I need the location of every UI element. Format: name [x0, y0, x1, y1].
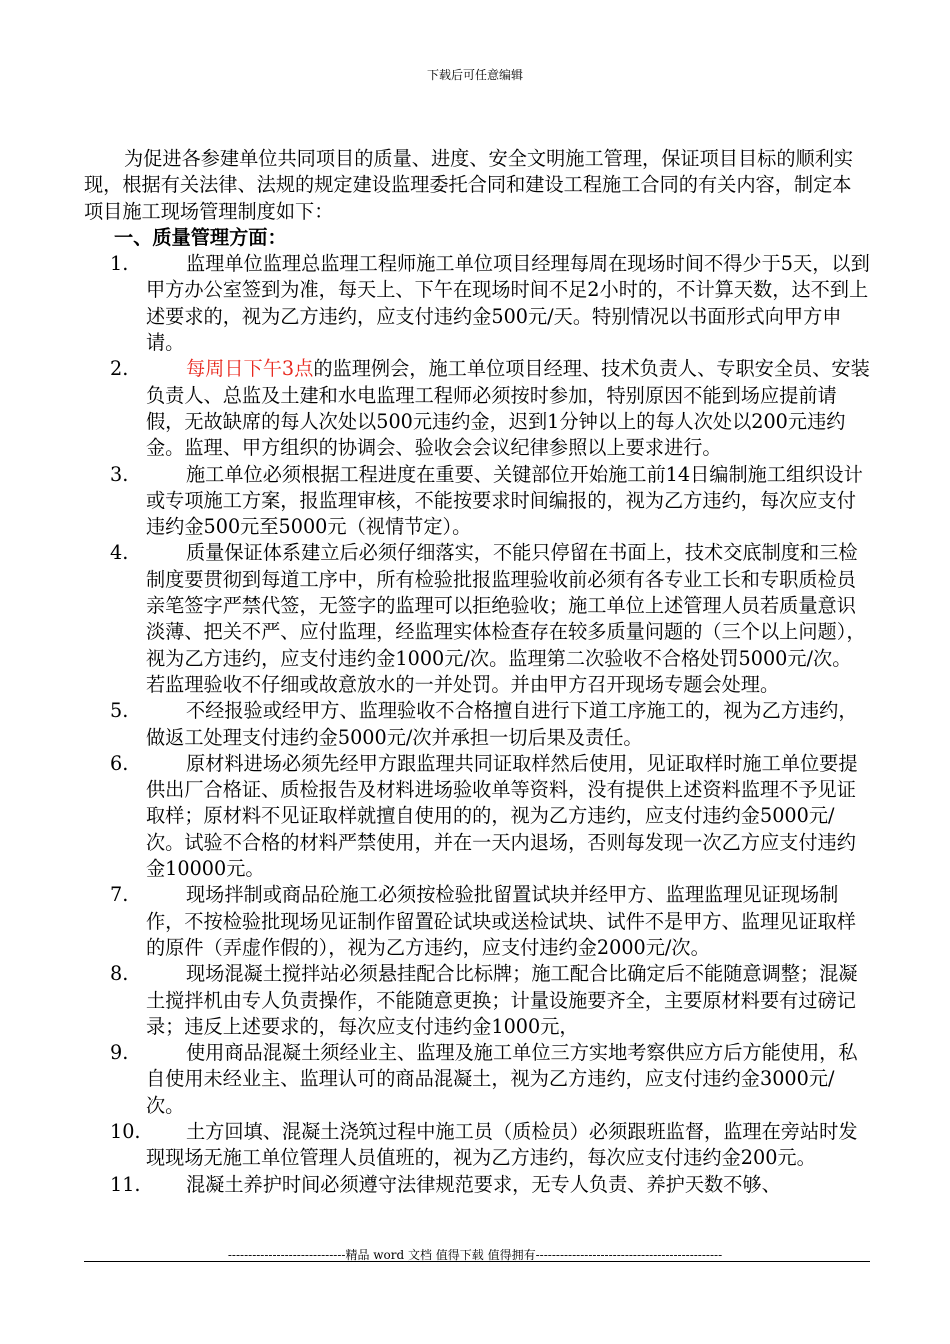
- item-number: 9.: [110, 1041, 129, 1065]
- item-number: 10.: [110, 1119, 141, 1143]
- item-number: 3.: [110, 462, 129, 486]
- item-number: 11.: [110, 1172, 141, 1196]
- list-item: [84, 1119, 870, 1172]
- item-number: 8.: [110, 962, 129, 986]
- section-title: 一、质量管理方面：: [114, 225, 287, 249]
- item-highlight: 每周日下午3点: [186, 357, 314, 381]
- list-item: [84, 356, 870, 461]
- item-number: 5.: [110, 699, 129, 723]
- item-number: 2.: [110, 357, 129, 381]
- page-header: 下载后可任意编辑: [426, 68, 523, 82]
- item-text: 不经报验或经甲方、监理验收不合格擅自进行下道工序施工的，视为乙方违约，做返工处理支付违约金5000元/次并承担一切后果及责任。: [146, 699, 858, 749]
- item-text: 使用商品混凝土须经业主、监理及施工单位三方实地考察供应方后方能使用，私自使用未经业主、监理认可的商品混凝土，视为乙方违约，应支付违约金3000元/次。: [146, 1041, 858, 1117]
- list-item: [84, 751, 870, 882]
- intro-paragraph: 为促进各参建单位共同项目的质量、进度、安全文明施工管理，保证项目目标的顺利实现，根据有关法律、法规的规定建设监理委托合同和建设工程施工合同的有关内容，制定本项目施工现场管理制度如下：: [84, 147, 854, 223]
- list-item: [84, 540, 870, 698]
- item-text: 施工单位必须根据工程进度在重要、关键部位开始施工前14日编制施工组织设计或专项施工方案，报监理审核，不能按要求时间编报的，视为乙方违约，每次应支付违约金500元至5000元（视情节定）。: [146, 462, 863, 539]
- page-footer: -----------------------------精品 word 文档 值得下载 值得拥有----------------------------------------------: [227, 1248, 723, 1262]
- item-number: 4.: [110, 541, 129, 565]
- item-text: 监理单位监理总监理工程师施工单位项目经理每周在现场时间不得少于5天，以到甲方办公室签到为准，每天上、下午在现场时间不足2小时的，不计算天数，达不到上述要求的，视为乙方违约，应支付违约金500元/天。特别情况以书面形式向甲方申请。: [146, 252, 870, 355]
- item-text: 质量保证体系建立后必须仔细落实，不能只停留在书面上，技术交底制度和三检制度要贯彻到每道工序中，所有检验批报监理验收前必须有各专业工长和专职质检员亲笔签字严禁代签，无签字的监理可以拒绝验收；施工单位上述管理人员若质量意识淡薄、把关不严、应付监理，经监理实体检查存在较多质量问题的（三个以上问题），视为乙方违约，应支付违约金1000元/次。监理第二次验收不合格处罚5000元/次。若监理验收不仔细或故意放水的一并处罚。并由甲方召开现场专题会处理。: [146, 541, 866, 696]
- list-item: [84, 1040, 870, 1119]
- document-body: [84, 146, 870, 1198]
- item-text: 现场拌制或商品砼施工必须按检验批留置试块并经甲方、监理监理见证现场制作，不按检验批现场见证制作留置砼试块或送检试块、试件不是甲方、监理见证取样的原件（弄虚作假的），视为乙方违约，应支付违约金2000元/次。: [146, 883, 856, 959]
- list-item: [84, 882, 870, 961]
- item-text: 原材料进场必须先经甲方跟监理共同证取样然后使用，见证取样时施工单位要提供出厂合格证、质检报告及材料进场验收单等资料，没有提供上述资料监理不予见证取样；原材料不见证取样就擅自使用的的，视为乙方违约，应支付违约金5000元/次。试验不合格的材料严禁使用，并在一天内退场，否则每发现一次乙方应支付违约金10000元。: [146, 751, 858, 881]
- item-text: 土方回填、混凝土浇筑过程中施工员（质检员）必须跟班监督，监理在旁站时发现现场无施工单位管理人员值班的，视为乙方违约，每次应支付违约金200元。: [146, 1119, 858, 1170]
- list-item: [84, 462, 870, 541]
- item-number: 1.: [110, 252, 129, 276]
- list-item: [84, 251, 870, 356]
- item-number: 6.: [110, 751, 129, 775]
- item-text: 现场混凝土搅拌站必须悬挂配合比标牌；施工配合比确定后不能随意调整；混凝土搅拌机由专人负责操作，不能随意更换；计量设施要齐全，主要原材料要有过磅记录；违反上述要求的，每次应支付违约金1000元，: [146, 962, 858, 1038]
- footer-divider: [84, 1261, 870, 1262]
- list-item: [84, 1172, 870, 1198]
- item-number: 7.: [110, 883, 129, 907]
- list-item: [84, 961, 870, 1040]
- item-text: 混凝土养护时间必须遵守法律规范要求，无专人负责、养护天数不够、: [186, 1172, 781, 1196]
- item-text: 的监理例会，施工单位项目经理、技术负责人、专职安全员、安装负责人、总监及土建和水电监理工程师必须按时参加，特别原因不能到场应提前请假，无故缺席的每人次处以500元违约金，迟到1分钟以上的每人次处以200元违约金。监理、甲方组织的协调会、验收会会议纪律参照以上要求进行。: [146, 357, 870, 460]
- list-item: [84, 698, 870, 751]
